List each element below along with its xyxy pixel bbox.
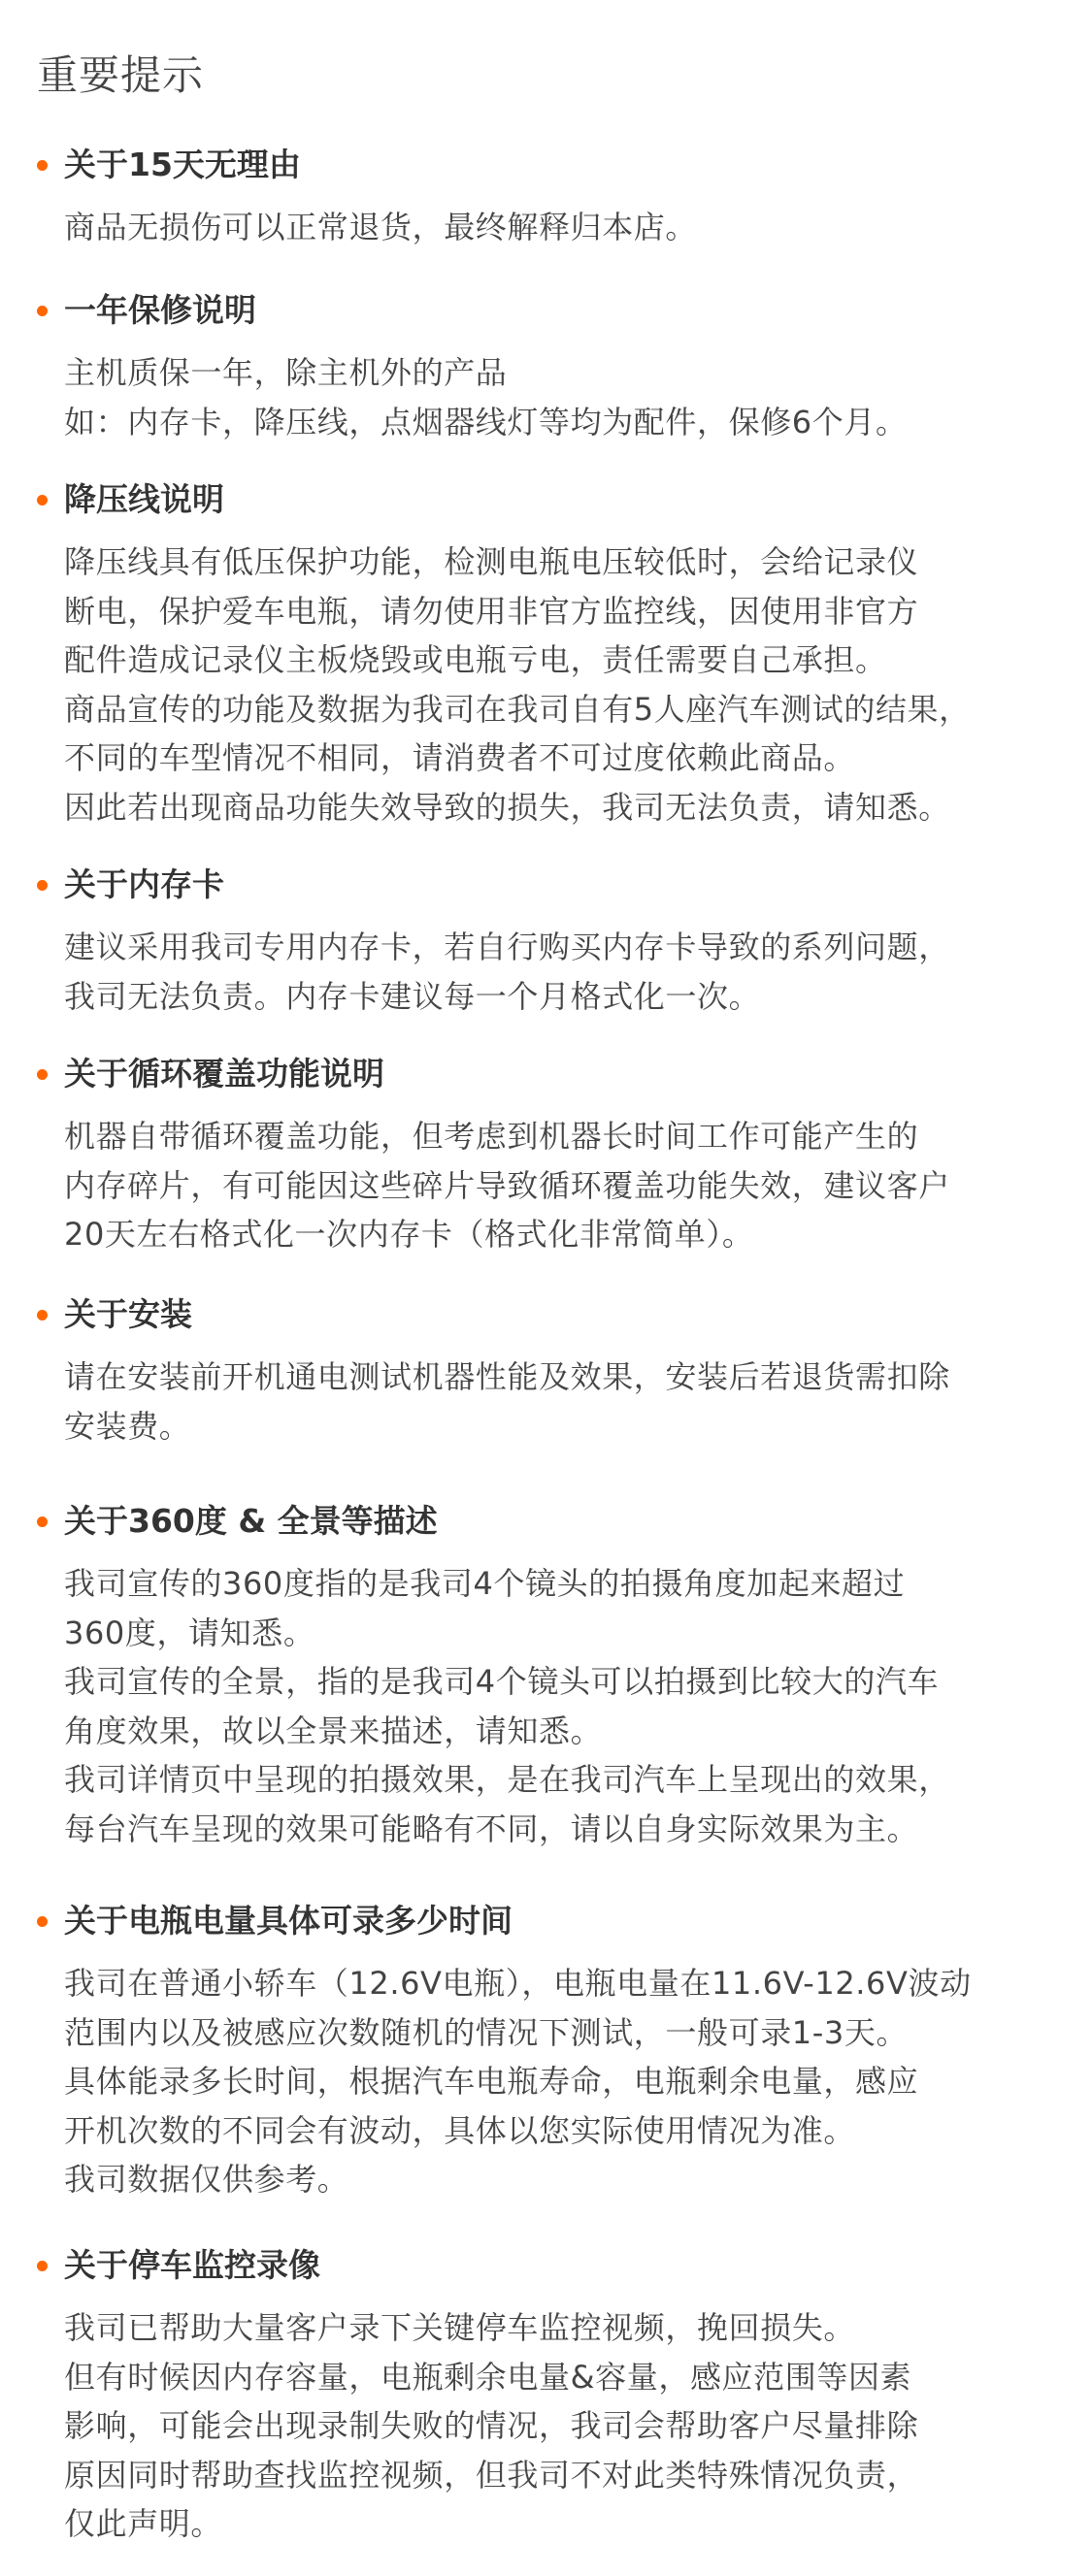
bullet-dot-icon [37,880,48,891]
section-title: 降压线说明 [64,480,224,518]
section-body [64,1959,1064,2204]
section-body [64,2303,1064,2549]
section-body [64,1112,1064,1259]
body-line: 具体能录多长时间，根据汽车电瓶寿命，电瓶剩余电量，感应 [64,2063,919,2100]
section-title: 关于循环覆盖功能说明 [64,1055,384,1092]
bullet-dot-icon [37,1069,48,1080]
section-body [64,1353,1064,1451]
section-title: 关于360度 & 全景等描述 [64,1502,438,1540]
body-line: 我司详情页中呈现的拍摄效果，是在我司汽车上呈现出的效果， [64,1761,950,1798]
body-line: 因此若出现商品功能失效导致的损失，我司无法负责，请知悉。 [64,788,950,826]
body-line: 范围内以及被感应次数随机的情况下测试，一般可录1-3天。 [64,2013,909,2051]
body-line: 开机次数的不同会有波动，具体以您实际使用情况为准。 [64,2111,856,2149]
body-line: 我司宣传的360度指的是我司4个镜头的拍摄角度加起来超过 [64,1565,906,1602]
body-line: 不同的车型情况不相同，请消费者不可过度依赖此商品。 [64,739,856,776]
bullet-dot-icon [37,160,48,171]
body-line: 请在安装前开机通电测试机器性能及效果，安装后若退货需扣除 [64,1358,950,1395]
body-line: 我司已帮助大量客户录下关键停车监控视频，挽回损失。 [64,2309,856,2346]
section-body [64,348,1064,446]
body-line: 断电，保护爱车电瓶，请勿使用非官方监控线，因使用非官方 [64,592,919,630]
section-body [64,538,1064,831]
body-line: 建议采用我司专用内存卡，若自行购买内存卡导致的系列问题， [64,929,950,965]
bullet-dot-icon [37,1516,48,1527]
body-line: 我司在普通小轿车（12.6V电瓶），电瓶电量在11.6V-12.6V波动 [64,1965,972,2002]
body-line: 原因同时帮助查找监控视频，但我司不对此类特殊情况负责， [64,2456,919,2494]
body-line: 配件造成记录仪主板烧毁或电瓶亏电，责任需要自己承担。 [64,641,887,678]
body-line: 如：内存卡，降压线，点烟器线灯等均为配件，保修6个月。 [64,403,908,440]
section-body [64,203,1064,252]
section-body [64,1559,1064,1853]
bullet-dot-icon [37,1916,48,1927]
body-line: 机器自带循环覆盖功能，但考虑到机器长时间工作可能产生的 [64,1118,919,1155]
body-line: 360度，请知悉。 [64,1614,315,1651]
body-line: 我司数据仅供参考。 [64,2161,349,2198]
section-title: 关于安装 [64,1295,192,1333]
bullet-dot-icon [37,2261,48,2271]
section-title: 关于电瓶电量具体可录多少时间 [64,1902,513,1940]
section-title: 关于15天无理由 [64,146,301,183]
body-line: 降压线具有低压保护功能，检测电瓶电压较低时，会给记录仪 [64,543,919,580]
body-line: 我司宣传的全景，指的是我司4个镜头可以拍摄到比较大的汽车 [64,1663,940,1700]
body-line: 安装费。 [64,1407,191,1445]
body-line: 仅此声明。 [64,2505,223,2542]
body-line: 内存碎片，有可能因这些碎片导致循环覆盖功能失效，建议客户 [64,1166,950,1204]
body-line: 商品无损伤可以正常退货，最终解释归本店。 [64,209,698,245]
body-line: 20天左右格式化一次内存卡（格式化非常简单）。 [64,1216,754,1253]
section-title: 一年保修说明 [64,291,256,329]
section-body [64,923,1064,1021]
section-title: 关于停车监控录像 [64,2246,320,2284]
bullet-dot-icon [37,1310,48,1321]
bullet-dot-icon [37,495,48,505]
body-line: 商品宣传的功能及数据为我司在我司自有5人座汽车测试的结果， [64,690,971,728]
section-title: 关于内存卡 [64,865,224,903]
body-line: 主机质保一年，除主机外的产品 [64,354,508,391]
body-line: 我司无法负责。内存卡建议每一个月格式化一次。 [64,977,761,1015]
page-title: 重要提示 [37,51,205,99]
body-line: 每台汽车呈现的效果可能略有不同，请以自身实际效果为主。 [64,1810,919,1847]
body-line: 但有时候因内存容量，电瓶剩余电量&容量，感应范围等因素 [64,2358,912,2396]
body-line: 影响，可能会出现录制失败的情况，我司会帮助客户尽量排除 [64,2407,919,2444]
body-line: 角度效果，故以全景来描述，请知悉。 [64,1712,603,1749]
bullet-dot-icon [37,306,48,316]
